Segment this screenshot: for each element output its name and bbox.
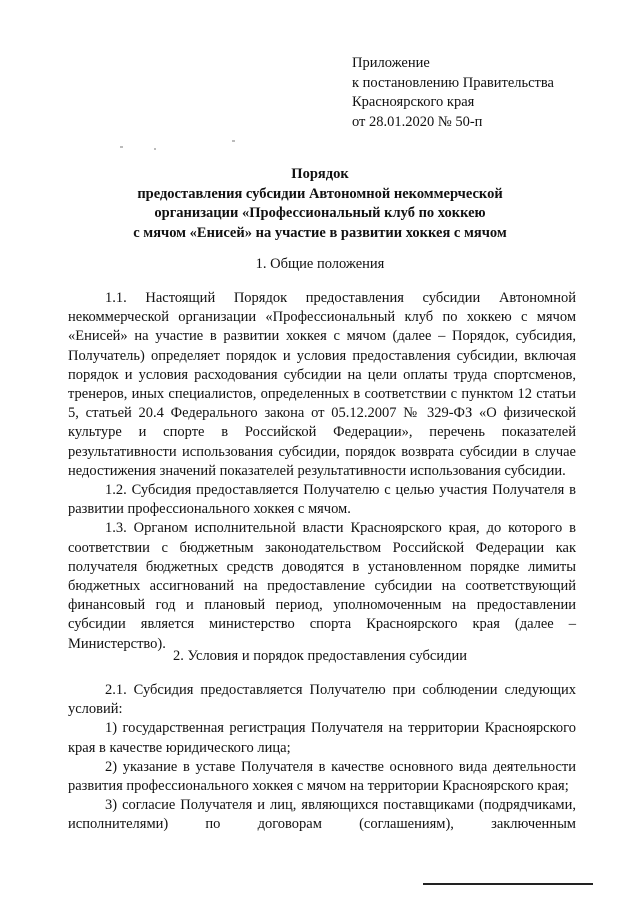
footnote-divider <box>423 883 593 885</box>
title-line-3: организации «Профессиональный клуб по хоккею <box>154 205 486 221</box>
appendix-line-2: к постановлению Правительства <box>352 74 554 91</box>
section-1-heading: 1. Общие положения <box>255 256 385 272</box>
paragraph-1-2: 1.2. Субсидия предоставляется Получателю с целью участия Получателя в развитии профессионального хоккея с мячом. <box>68 482 576 518</box>
appendix-line-4: от 28.01.2020 № 50-п <box>352 113 483 130</box>
appendix-block <box>352 54 554 132</box>
title-line-1: Порядок <box>291 166 349 182</box>
document-title <box>0 165 640 243</box>
title-line-4: с мячом «Енисей» на участие в развитии хоккея с мячом <box>133 224 507 241</box>
paragraph-2-1: 2.1. Субсидия предоставляется Получателю при соблюдении следующих условий: <box>68 682 576 718</box>
paragraph-2-2: 1) государственная регистрация Получателя на территории Красноярского края в качестве юридического лица; <box>68 720 576 756</box>
paragraph-1-1: 1.1. Настоящий Порядок предоставления субсидии Автономной некоммерческой организации «Профессиональный клуб по хоккею с мячом «Енисей» на участие в развитии хоккея с мячом (далее – Порядок, субсидия, Получатель) определяет порядок и условия предоставления субсидии, включая порядок и условия расходования субсидии на цели оплаты труда спортсменов, тренеров, иных специалистов, определенных в соответствии с пунктом 12 статьи 5, статьей 20.4 Федерального закона от 05.12.2007 № 329-ФЗ «О физической культуре и спорте в Российской Федерации», перечень показателей результативности использования субсидии, порядок возврата субсидии в случае недостижения значений показателей результативности использования субсидии. <box>68 290 576 479</box>
section-2-body <box>68 681 576 835</box>
title-line-2: предоставления субсидии Автономной некоммерческой <box>137 185 503 202</box>
appendix-line-1: Приложение <box>352 55 430 71</box>
paragraph-2-3: 2) указание в уставе Получателя в качестве основного вида деятельности развития профессионального хоккея с мячом на территории Красноярского края; <box>68 758 576 795</box>
section-2-heading: 2. Условия и порядок предоставления субсидии <box>172 648 467 664</box>
section-1-body <box>68 289 576 654</box>
paragraph-2-4: 3) согласие Получателя и лиц, являющихся поставщиками (подрядчиками, исполнителями) по договорам (соглашениям), заключенным <box>68 797 576 833</box>
paragraph-1-3: 1.3. Органом исполнительной власти Красноярского края, до которого в соответствии с бюджетным законодательством Российской Федерации как получателя бюджетных средств доводятся в установленном порядке лимиты бюджетных ассигнований на предоставление субсидии на соответствующий финансовый год и плановый период, уполномоченным на предоставлении субсидии является министерство спорта Красноярского края (далее – Министерство). <box>68 520 576 652</box>
appendix-line-3: Красноярского края <box>352 94 475 110</box>
